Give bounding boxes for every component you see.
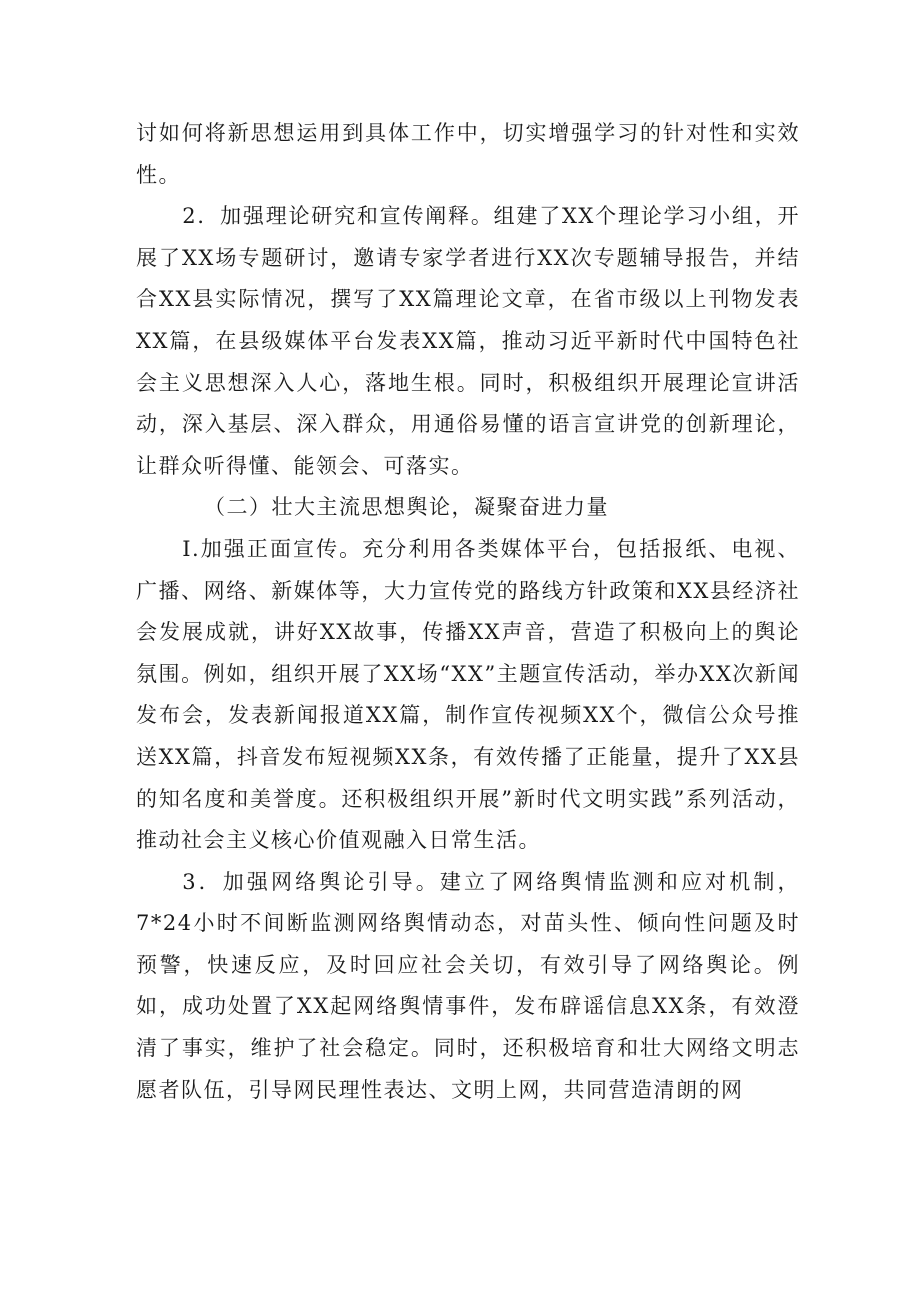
document-body — [136, 113, 800, 1111]
paragraph-online-opinion: 3．加强网络舆论引导。建立了网络舆情监测和应对机制，7*24小时不间断监测网络舆情动态，对苗头性、倾向性问题及时预警，快速反应，及时回应社会关切，有效引导了网络舆论。例如，成功处置了XX起网络舆情事件，发布辟谣信息XX条，有效澄清了事实，维护了社会稳定。同时，还积极培育和壮大网络文明志愿者队伍，引导网民理性表达、文明上网，共同营造清朗的网 — [136, 869, 800, 1102]
paragraph-theory-research: 2．加强理论研究和宣传阐释。组建了XX个理论学习小组，开展了XX场专题研讨，邀请专家学者进行XX次专题辅导报告，并结合XX县实际情况，撰写了XX篇理论文章，在省市级以上刊物发表XX篇，在县级媒体平台发表XX篇，推动习近平新时代中国特色社会主义思想深入人心，落地生根。同时，积极组织开展理论宣讲活动，深入基层、深入群众，用通俗易懂的语言宣讲党的创新理论，让群众听得懂、能领会、可落实。 — [136, 204, 800, 478]
section-heading-public-opinion: （二）壮大主流思想舆论，凝聚奋进力量 — [204, 495, 609, 520]
paragraph-positive-publicity: I.加强正面宣传。充分利用各类媒体平台，包括报纸、电视、广播、网络、新媒体等，大力宣传党的路线方针政策和XX县经济社会发展成就，讲好XX故事，传播XX声音，营造了积极向上的舆论氛围。例如，组织开展了XX场“XX”主题宣传活动，举办XX次新闻发布会，发表新闻报道XX篇，制作宣传视频XX个，微信公众号推送XX篇，抖音发布短视频XX条，有效传播了正能量，提升了XX县的知名度和美誉度。还积极组织开展”新时代文明实践”系列活动，推动社会主义核心价值观融入日常生活。 — [136, 536, 800, 853]
paragraph-continuation: 讨如何将新思想运用到具体工作中，切实增强学习的针对性和实效性。 — [136, 121, 800, 187]
